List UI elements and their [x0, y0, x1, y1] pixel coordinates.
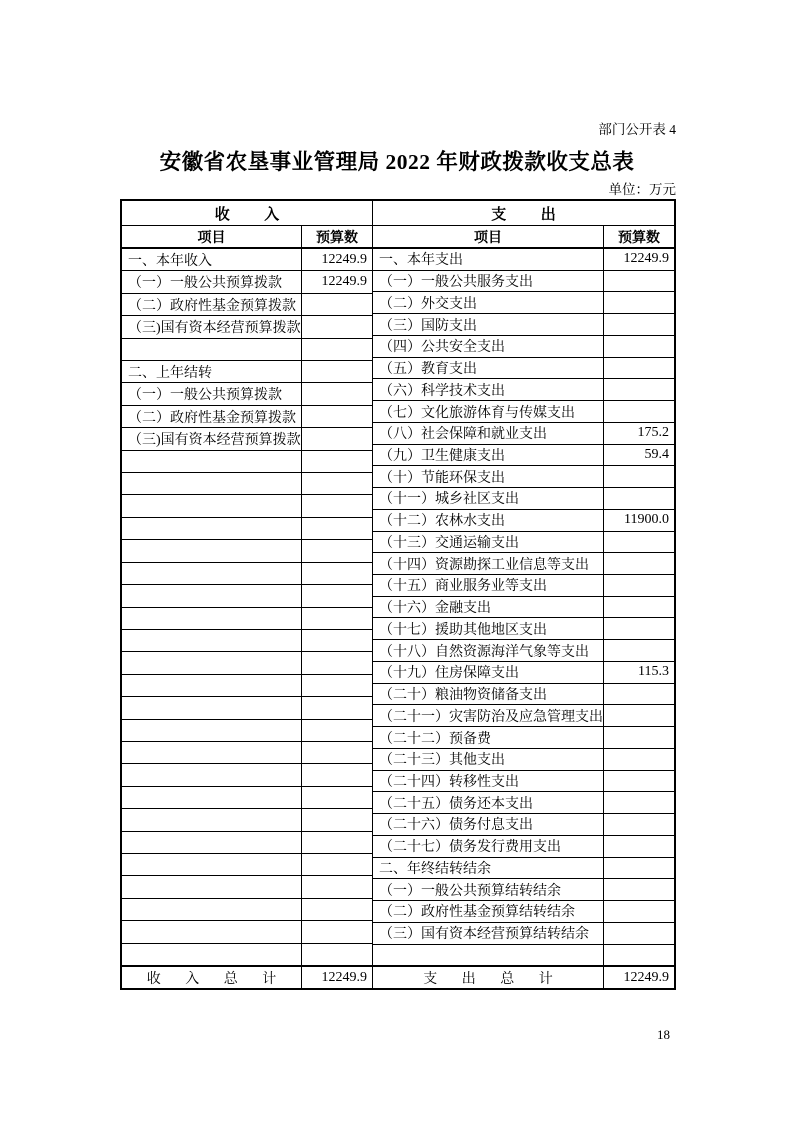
item-cell: （二十七）债务发行费用支出: [373, 836, 604, 857]
budget-cell: [302, 518, 372, 539]
unit-note: 单位：万元: [608, 182, 676, 197]
item-cell: （十九）住房保障支出: [373, 662, 604, 683]
item-cell: [122, 809, 302, 830]
item-cell: （二十六）债务付息支出: [373, 814, 604, 835]
budget-cell: [302, 294, 372, 315]
item-cell: [122, 764, 302, 785]
expenditure-item-header: 项目: [373, 226, 604, 247]
table-row: [122, 921, 372, 943]
budget-cell: [302, 608, 372, 629]
item-cell: （十一）城乡社区支出: [373, 488, 604, 509]
budget-cell: 115.3: [638, 664, 669, 680]
item-cell: [122, 585, 302, 606]
budget-cell: [302, 428, 372, 449]
budget-cell: [604, 553, 674, 574]
budget-cell: [302, 720, 372, 741]
budget-cell: [302, 316, 372, 337]
budget-cell: [604, 901, 674, 922]
budget-cell: [604, 640, 674, 661]
budget-cell: [302, 899, 372, 920]
budget-cell: [302, 630, 372, 651]
item-cell: [122, 473, 302, 494]
table-row: [122, 652, 372, 674]
item-cell: （一）一般公共预算拨款: [122, 383, 302, 404]
budget-cell: [302, 383, 372, 404]
table-row: [122, 876, 372, 898]
table-row: [122, 585, 372, 607]
budget-cell: [604, 314, 674, 335]
budget-cell: [604, 858, 674, 879]
table-row: [373, 858, 674, 880]
item-cell: （九）卫生健康支出: [373, 445, 604, 466]
budget-table: [120, 199, 676, 990]
table-row: [122, 854, 372, 876]
table-row: [373, 401, 674, 423]
table-row: [122, 271, 372, 293]
budget-cell: [604, 466, 674, 487]
table-row: [122, 809, 372, 831]
budget-cell: [302, 339, 372, 360]
budget-cell: [302, 944, 372, 965]
budget-cell: 175.2: [637, 425, 669, 441]
item-cell: [122, 899, 302, 920]
budget-cell: [604, 336, 674, 357]
item-cell: [122, 518, 302, 539]
item-cell: [122, 540, 302, 561]
budget-cell: [604, 532, 674, 553]
table-row: [373, 879, 674, 901]
table-row: [122, 899, 372, 921]
budget-cell: [302, 809, 372, 830]
item-cell: （三)国有资本经营预算拨款: [122, 428, 302, 449]
table-row: [373, 532, 674, 554]
budget-cell: [302, 652, 372, 673]
item-cell: [122, 495, 302, 516]
item-cell: [122, 630, 302, 651]
table-row: [122, 316, 372, 338]
budget-cell: [302, 585, 372, 606]
table-row: [122, 473, 372, 495]
item-cell: （三)国有资本经营预算拨款: [122, 316, 302, 337]
item-cell: [122, 675, 302, 696]
table-row: [373, 901, 674, 923]
item-cell: （十二）农林水支出: [373, 510, 604, 531]
item-cell: （一）一般公共服务支出: [373, 271, 604, 292]
table-row: [122, 720, 372, 742]
table-row: [122, 383, 372, 405]
item-cell: （十七）援助其他地区支出: [373, 618, 604, 639]
table-row: [122, 675, 372, 697]
item-cell: （二十一）灾害防治及应急管理支出: [373, 705, 604, 726]
budget-cell: [604, 836, 674, 857]
expenditure-column: [373, 249, 674, 965]
budget-cell: [302, 832, 372, 853]
item-cell: （二）政府性基金预算拨款: [122, 406, 302, 427]
table-row: [373, 336, 674, 358]
budget-cell: [604, 814, 674, 835]
item-cell: （十八）自然资源海洋气象等支出: [373, 640, 604, 661]
budget-cell: [604, 684, 674, 705]
budget-cell: [302, 451, 372, 472]
budget-cell: [604, 879, 674, 900]
item-cell: （十六）金融支出: [373, 597, 604, 618]
table-row: [373, 662, 674, 684]
table-row: [122, 563, 372, 585]
budget-cell: [302, 764, 372, 785]
table-row: [373, 923, 674, 945]
item-cell: [373, 945, 604, 966]
item-cell: （十）节能环保支出: [373, 466, 604, 487]
item-cell: [122, 876, 302, 897]
income-column: [122, 249, 373, 965]
item-cell: （八）社会保障和就业支出: [373, 423, 604, 444]
budget-cell: [604, 727, 674, 748]
item-cell: [122, 944, 302, 965]
expenditure-budget-header: 预算数: [618, 230, 660, 246]
budget-cell: [604, 271, 674, 292]
table-row: [373, 358, 674, 380]
table-row: [373, 314, 674, 336]
table-row: [122, 339, 372, 361]
budget-cell: [604, 618, 674, 639]
table-row: [122, 787, 372, 809]
item-cell: [122, 854, 302, 875]
income-budget-header: 预算数: [302, 226, 373, 247]
item-cell: 一、本年支出: [373, 249, 604, 270]
table-row: [373, 618, 674, 640]
budget-cell: [302, 876, 372, 897]
budget-cell: 59.4: [644, 446, 669, 462]
table-row: [373, 466, 674, 488]
item-cell: [122, 720, 302, 741]
table-row: [373, 575, 674, 597]
budget-cell: [302, 473, 372, 494]
table-row: [122, 495, 372, 517]
table-row: [373, 749, 674, 771]
budget-cell: [604, 379, 674, 400]
budget-cell: [302, 854, 372, 875]
budget-cell: [604, 749, 674, 770]
budget-cell: 12249.9: [623, 251, 669, 267]
table-row: [122, 608, 372, 630]
budget-cell: 12249.9: [321, 274, 367, 290]
item-cell: [122, 697, 302, 718]
budget-cell: [302, 361, 372, 382]
table-row: [373, 271, 674, 293]
table-row: [373, 510, 674, 532]
item-cell: （二）政府性基金预算拨款: [122, 294, 302, 315]
page-number: 18: [657, 1027, 670, 1042]
budget-cell: [604, 771, 674, 792]
item-cell: （七）文化旅游体育与传媒支出: [373, 401, 604, 422]
table-row: [373, 814, 674, 836]
budget-cell: [302, 787, 372, 808]
table-row: [373, 445, 674, 467]
table-row: [122, 697, 372, 719]
item-cell: （五）教育支出: [373, 358, 604, 379]
income-section-header: [122, 201, 373, 225]
budget-cell: [302, 742, 372, 763]
expenditure-total-label-cell: [373, 967, 604, 988]
budget-cell: [604, 488, 674, 509]
budget-cell: [302, 921, 372, 942]
table-row: [373, 488, 674, 510]
income-total-label: 收入总计: [146, 971, 301, 987]
table-row: [122, 249, 372, 271]
income-section-label: 收入: [214, 206, 314, 223]
table-row: [122, 832, 372, 854]
expenditure-section-header: [373, 201, 674, 225]
table-row: [122, 518, 372, 540]
item-cell: （十三）交通运输支出: [373, 532, 604, 553]
doc-note: 部门公开表 4: [598, 122, 676, 137]
budget-cell: [604, 401, 674, 422]
budget-cell: [604, 705, 674, 726]
item-cell: [122, 921, 302, 942]
table-row: [373, 597, 674, 619]
table-row: [122, 294, 372, 316]
page-title: 安徽省农垦事业管理局 2022 年财政拨款收支总表: [159, 150, 635, 174]
table-row: [373, 945, 674, 966]
table-body: [122, 249, 674, 965]
budget-cell: [604, 292, 674, 313]
table-row: [373, 792, 674, 814]
budget-cell: [302, 697, 372, 718]
item-cell: （二）外交支出: [373, 292, 604, 313]
table-row: [122, 451, 372, 473]
item-cell: （二）政府性基金预算结转结余: [373, 901, 604, 922]
budget-cell: [302, 540, 372, 561]
expenditure-total-label: 支出总计: [423, 971, 578, 987]
item-cell: （二十三）其他支出: [373, 749, 604, 770]
table-section-header-row: [122, 201, 674, 226]
table-row: [373, 836, 674, 858]
table-row: [373, 292, 674, 314]
table-row: [122, 540, 372, 562]
budget-cell: [604, 923, 674, 944]
table-row: [122, 428, 372, 450]
table-row: [122, 764, 372, 786]
table-row: [373, 553, 674, 575]
table-row: [373, 705, 674, 727]
table-row: [122, 361, 372, 383]
table-row: [122, 944, 372, 965]
item-cell: （二十）粮油物资储备支出: [373, 684, 604, 705]
budget-cell: [604, 358, 674, 379]
table-column-header-row: [122, 226, 674, 249]
item-cell: [122, 339, 302, 360]
item-cell: （二十二）预备费: [373, 727, 604, 748]
budget-cell: [604, 575, 674, 596]
item-cell: [122, 451, 302, 472]
item-cell: [122, 608, 302, 629]
item-cell: [122, 742, 302, 763]
item-cell: [122, 563, 302, 584]
item-cell: （三）国防支出: [373, 314, 604, 335]
item-cell: （一）一般公共预算结转结余: [373, 879, 604, 900]
table-row: [373, 249, 674, 271]
budget-cell: [302, 563, 372, 584]
budget-cell: 11900.0: [624, 512, 669, 528]
budget-cell: [302, 406, 372, 427]
item-cell: （二十五）债务还本支出: [373, 792, 604, 813]
table-row: [373, 423, 674, 445]
item-cell: （二十四）转移性支出: [373, 771, 604, 792]
table-row: [373, 771, 674, 793]
table-row: [373, 640, 674, 662]
item-cell: 二、年终结转结余: [373, 858, 604, 879]
budget-cell: [604, 792, 674, 813]
table-row: [373, 727, 674, 749]
item-cell: [122, 787, 302, 808]
item-cell: 一、本年收入: [122, 249, 302, 270]
item-cell: [122, 652, 302, 673]
table-row: [122, 630, 372, 652]
income-item-header: 项目: [122, 226, 302, 247]
item-cell: [122, 832, 302, 853]
budget-cell: [302, 495, 372, 516]
item-cell: 二、上年结转: [122, 361, 302, 382]
budget-cell: 12249.9: [321, 251, 367, 267]
item-cell: （十五）商业服务业等支出: [373, 575, 604, 596]
table-row: [122, 406, 372, 428]
table-row: [122, 742, 372, 764]
expenditure-section-label: 支出: [491, 206, 591, 223]
table-row: [373, 684, 674, 706]
income-total-label-cell: [122, 967, 302, 988]
budget-cell: [604, 945, 674, 966]
expenditure-total-value: 12249.9: [623, 969, 669, 985]
item-cell: （六）科学技术支出: [373, 379, 604, 400]
table-row: [373, 379, 674, 401]
budget-cell: [302, 675, 372, 696]
item-cell: （十四）资源勘探工业信息等支出: [373, 553, 604, 574]
budget-cell: [604, 597, 674, 618]
income-total-value: 12249.9: [302, 967, 373, 988]
total-row: [122, 965, 674, 988]
item-cell: （一）一般公共预算拨款: [122, 271, 302, 292]
item-cell: （三）国有资本经营预算结转结余: [373, 923, 604, 944]
item-cell: （四）公共安全支出: [373, 336, 604, 357]
